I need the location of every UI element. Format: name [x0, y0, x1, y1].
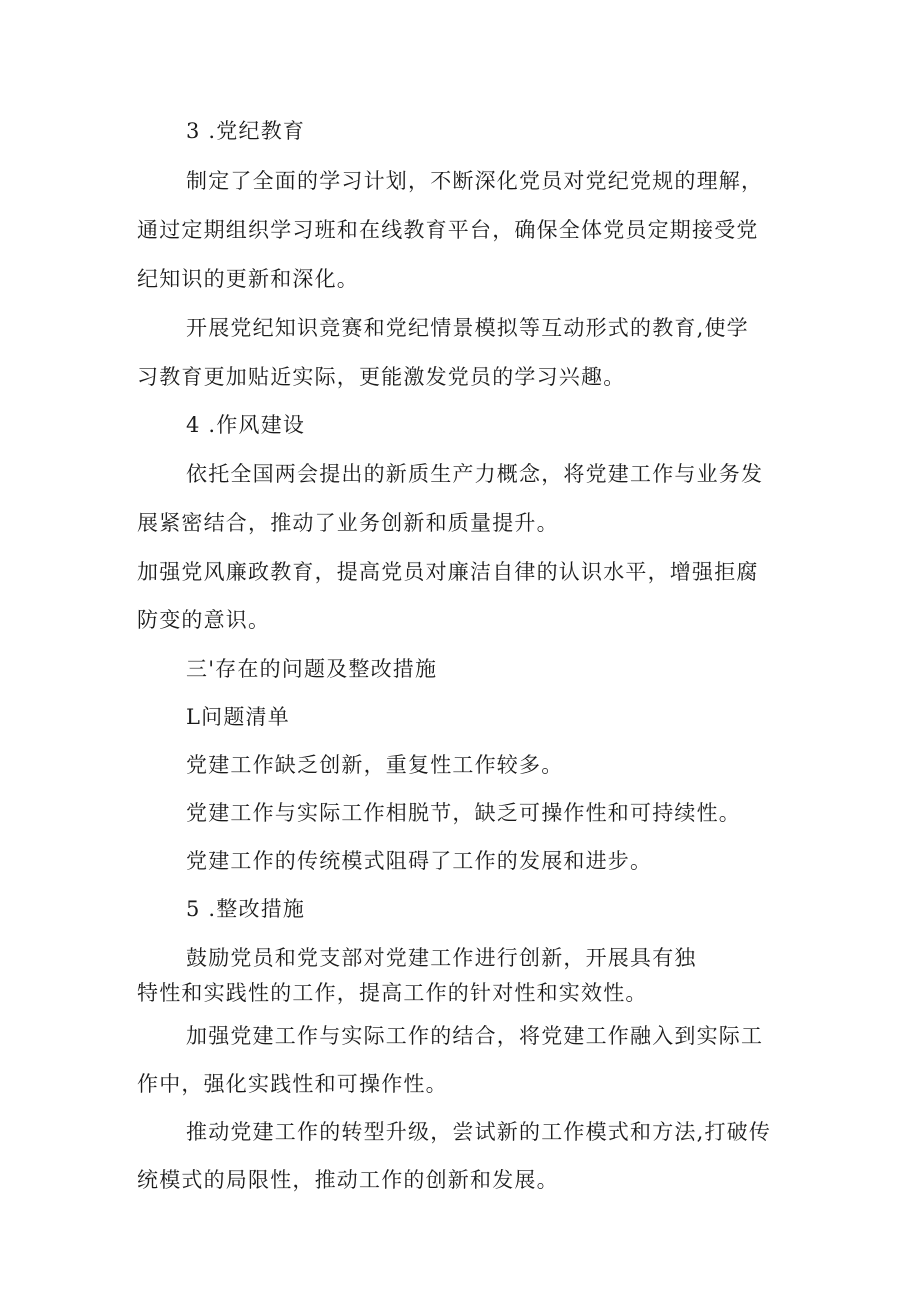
section-heading-problems: 三'存在的问题及整改措施 — [186, 657, 438, 681]
paragraph-line: 党建工作与实际工作相脱节，缺乏可操作性和可持续性。 — [186, 801, 741, 825]
paragraph-line: 展紧密结合，推动了业务创新和质量提升。 — [137, 511, 559, 535]
paragraph-line: 依托全国两会提出的新质生产力概念，将党建工作与业务发 — [186, 462, 764, 486]
paragraph-line: 特性和实践性的工作，提高工作的针对性和实效性。 — [137, 981, 648, 1005]
heading-party-discipline-education: 3 .党纪教育 — [186, 119, 306, 143]
paragraph-line: 开展党纪知识竞赛和党纪情景模拟等互动形式的教育,使学 — [186, 316, 749, 340]
heading-rectification-measures: 5 .整改措施 — [186, 897, 306, 921]
paragraph-line: 推动党建工作的转型升级，尝试新的工作模式和方法,打破传 — [186, 1120, 772, 1144]
paragraph-line: 习教育更加贴近实际，更能激发党员的学习兴趣。 — [137, 365, 626, 389]
paragraph-line: 加强党建工作与实际工作的结合，将党建工作融入到实际工 — [186, 1024, 764, 1048]
paragraph-line: 党建工作缺乏创新，重复性工作较多。 — [186, 753, 564, 777]
subheading-problem-list: L问题清单 — [186, 705, 290, 729]
paragraph-line: 防变的意识。 — [137, 608, 271, 632]
heading-work-style: 4 .作风建设 — [186, 413, 306, 437]
paragraph-line: 统模式的局限性，推动工作的创新和发展。 — [137, 1168, 559, 1192]
paragraph-line: 鼓励党员和党支部对党建工作进行创新，开展具有独 — [186, 946, 697, 970]
paragraph-line: 通过定期组织学习班和在线教育平台，确保全体党员定期接受党 — [137, 218, 759, 242]
paragraph-line: 制定了全面的学习计划，不断深化党员对党纪党规的理解， — [186, 169, 764, 193]
paragraph-line: 加强党风廉政教育，提高党员对廉洁自律的认识水平，增强拒腐 — [137, 560, 759, 584]
paragraph-line: 党建工作的传统模式阻碍了工作的发展和进步。 — [186, 849, 653, 873]
paragraph-line: 作中，强化实践性和可操作性。 — [137, 1072, 448, 1096]
paragraph-line: 纪知识的更新和深化。 — [137, 267, 359, 291]
